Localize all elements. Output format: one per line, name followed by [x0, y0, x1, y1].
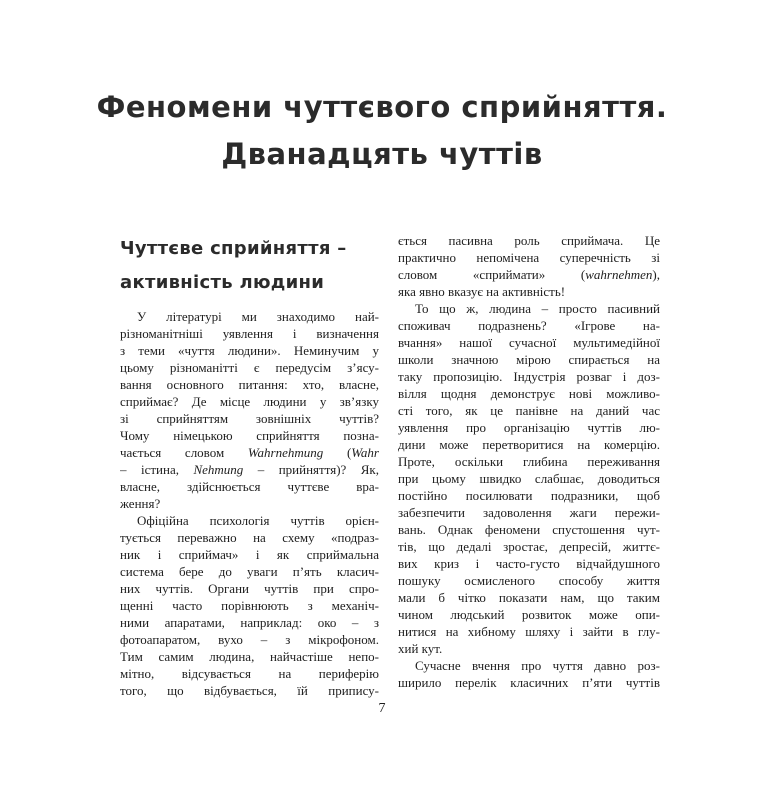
- text-line: щенні часто порівнюють з механіч-: [120, 598, 379, 613]
- chapter-title-line1: Феномени чуттєвого сприйняття.: [96, 90, 668, 124]
- column-right: [398, 232, 660, 691]
- text-line: мітно, відсувається на периферію: [120, 666, 379, 681]
- text-line: вих криз і часто-густо відчайдушного: [398, 556, 660, 571]
- column-right-body: [398, 232, 660, 691]
- text-line: фотоапаратом, вухо – з мікрофоном.: [120, 632, 379, 647]
- text-line: ширило перелік класичних п’яти чуттів: [398, 675, 660, 690]
- text-line: сті того, як це панівне на даний час: [398, 403, 660, 418]
- text-line: ється пасивна роль сприймача. Це: [398, 233, 660, 248]
- text-line: зі сприйняттям зовнішніх чуттів?: [120, 411, 379, 426]
- text-line: яка явно вказує на активність!: [398, 284, 566, 299]
- text-line: То що ж, людина – просто пасивний: [415, 301, 660, 316]
- section-heading-line2: активність людини: [120, 272, 325, 293]
- text-line: У літературі ми знаходимо най-: [137, 309, 379, 324]
- text-line: при цьому швидко слабшає, доводиться: [398, 471, 660, 486]
- text-line: сприймає? Де місце людини у зв’язку: [120, 394, 379, 409]
- text-line: забезпечити задоволення жаги пережи-: [398, 505, 660, 520]
- text-line: уявлення про організацію чуттів лю-: [398, 420, 660, 435]
- text-line: ження?: [120, 496, 161, 511]
- text-line: хий кут.: [398, 641, 443, 656]
- page-number: 7: [378, 701, 386, 716]
- column-left-body: [120, 308, 379, 699]
- text-line: вань. Однак феномени спустошення чут-: [398, 522, 660, 537]
- text-line: вчання» нашої сучасної мультимедійної: [398, 335, 660, 350]
- text-line: ник і сприймач» і як сприймальна: [120, 547, 379, 562]
- text-line: нитися на хибному шляху і зайти в глу-: [398, 624, 660, 639]
- column-left: [120, 232, 379, 699]
- text-line: система бере до уваги п’ять класич-: [120, 564, 379, 579]
- text-line: – істина, Nehmung – прийняття)? Як,: [120, 462, 379, 477]
- text-line: різноманітніші уявлення і визначення: [120, 326, 379, 341]
- text-line: дини може перетворитися на комерцію.: [398, 437, 660, 452]
- text-line: практично непомічена суперечність зі: [398, 250, 660, 265]
- text-line: ними апаратами, наприклад: око – з: [120, 615, 379, 630]
- text-line: школи значною мірою спирається на: [398, 352, 660, 367]
- text-line: Проте, оскільки глибина переживання: [398, 454, 660, 469]
- text-line: споживач подразнень? «Ігрове на-: [398, 318, 660, 333]
- text-line: таку пропозицію. Індустрія розваг і доз-: [398, 369, 660, 384]
- text-line: словом «сприймати» (wahrnehmen),: [398, 267, 660, 282]
- text-line: Офіційна психологія чуттів орієн-: [137, 513, 379, 528]
- text-line: постійно посилювати подразники, щоб: [398, 488, 660, 503]
- text-line: пошуку осмисленого способу життя: [398, 573, 660, 588]
- text-line: мали б чітко показати нам, що таким: [398, 590, 660, 605]
- text-line: чається словом Wahrnehmung (Wahr: [120, 445, 379, 460]
- section-heading-line1: Чуттєве сприйняття –: [120, 238, 347, 259]
- section-heading: [120, 232, 379, 300]
- text-line: тується переважно на схему «подраз-: [120, 530, 379, 545]
- text-line: з теми «чуття людини». Неминучим у: [120, 343, 379, 358]
- text-line: чином людський розвиток може опи-: [398, 607, 660, 622]
- text-line: тів, що дедалі зростає, депресій, життє-: [398, 539, 660, 554]
- text-line: вілля щодня демонструє нові можливо-: [398, 386, 660, 401]
- text-line: цьому різноманітті є передусім з’ясу-: [120, 360, 379, 375]
- chapter-title: [0, 84, 764, 178]
- text-line: Чому німецькою сприйняття позна-: [120, 428, 379, 443]
- text-line: того, що відбувається, їй припису-: [120, 683, 379, 698]
- text-line: вання основного питання: хто, власне,: [120, 377, 379, 392]
- chapter-title-line2: Дванадцять чуттів: [221, 137, 543, 171]
- text-line: Тим самим людина, найчастіше непо-: [120, 649, 379, 664]
- text-line: Сучасне вчення про чуття давно роз-: [415, 658, 660, 673]
- text-line: власне, здійснюється чуттєве вра-: [120, 479, 379, 494]
- text-line: них чуттів. Органи чуттів при спро-: [120, 581, 379, 596]
